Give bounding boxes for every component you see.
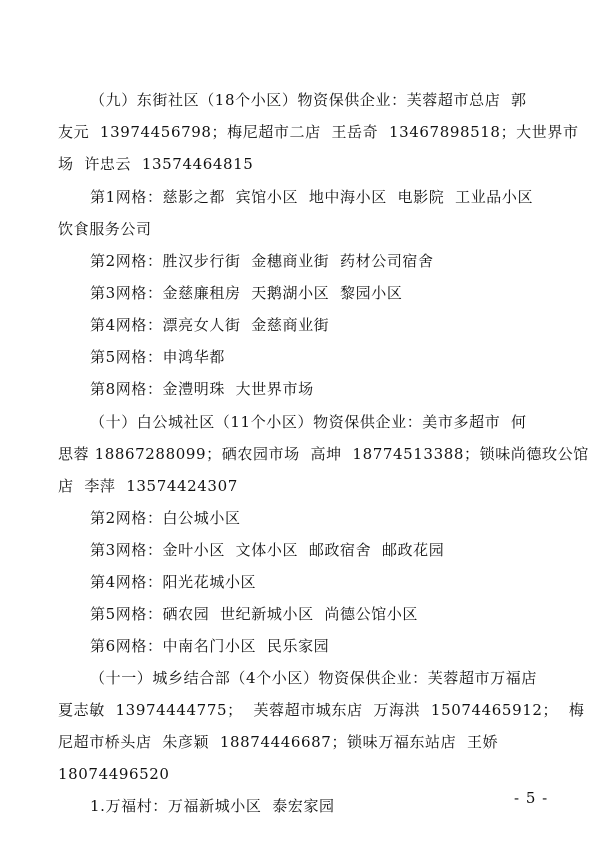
section-9-grid-1-line-1: 第1网格：慈影之都 宾馆小区 地中海小区 电影院 工业品小区 [90, 188, 534, 206]
section-9-grid-5: 第5网格：申鸿华都 [90, 348, 225, 366]
section-10-grid-3: 第3网格：金叶小区 文体小区 邮政宿舍 邮政花园 [90, 541, 445, 559]
section-9-grid-4: 第4网格：漂亮女人街 金慈商业街 [90, 316, 330, 334]
section-11-heading-line-3: 尼超市桥头店 朱彦颖 18874446687；锁味万福东站店 王娇 [58, 733, 499, 751]
section-11-heading-line-1: （十一）城乡结合部（4个小区）物资保供企业：芙蓉超市万福店 [90, 669, 537, 687]
section-11-item-1: 1.万福村：万福新城小区 泰宏家园 [90, 797, 335, 815]
section-9-heading-line-2: 友元 13974456798；梅尼超市二店 王岳奇 13467898518；大世界市 [58, 123, 579, 141]
section-10-grid-2: 第2网格：白公城小区 [90, 509, 241, 527]
section-10-heading-line-3: 店 李萍 13574424307 [58, 477, 238, 495]
section-9-heading-line-1: （九）东街社区（18个小区）物资保供企业：芙蓉超市总店 郭 [90, 91, 527, 109]
section-11-heading-line-2: 夏志敏 13974444775； 芙蓉超市城东店 万海洪 15074465912； 梅 [58, 701, 585, 719]
section-9-heading-line-3: 场 许忠云 13574464815 [58, 155, 254, 173]
section-9-grid-8: 第8网格：金澧明珠 大世界市场 [90, 380, 314, 398]
page-number: - 5 - [514, 789, 549, 807]
section-10-grid-6: 第6网格：中南名门小区 民乐家园 [90, 637, 330, 655]
section-10-grid-5: 第5网格：硒农园 世纪新城小区 尚德公馆小区 [90, 605, 419, 623]
section-10-heading-line-2: 思蓉 18867288099；硒农园市场 高坤 18774513388；锁味尚德玫公馆 [58, 445, 589, 463]
section-9-grid-3: 第3网格：金慈廉租房 天鹅湖小区 黎园小区 [90, 284, 403, 302]
section-9-grid-2: 第2网格：胜汉步行街 金穗商业街 药材公司宿舍 [90, 252, 434, 270]
section-11-heading-line-4: 18074496520 [58, 765, 170, 783]
section-10-grid-4: 第4网格：阳光花城小区 [90, 573, 257, 591]
section-10-heading-line-1: （十）白公城社区（11个小区）物资保供企业：美市多超市 何 [90, 413, 527, 431]
section-9-grid-1-line-2: 饮食服务公司 [58, 220, 152, 238]
